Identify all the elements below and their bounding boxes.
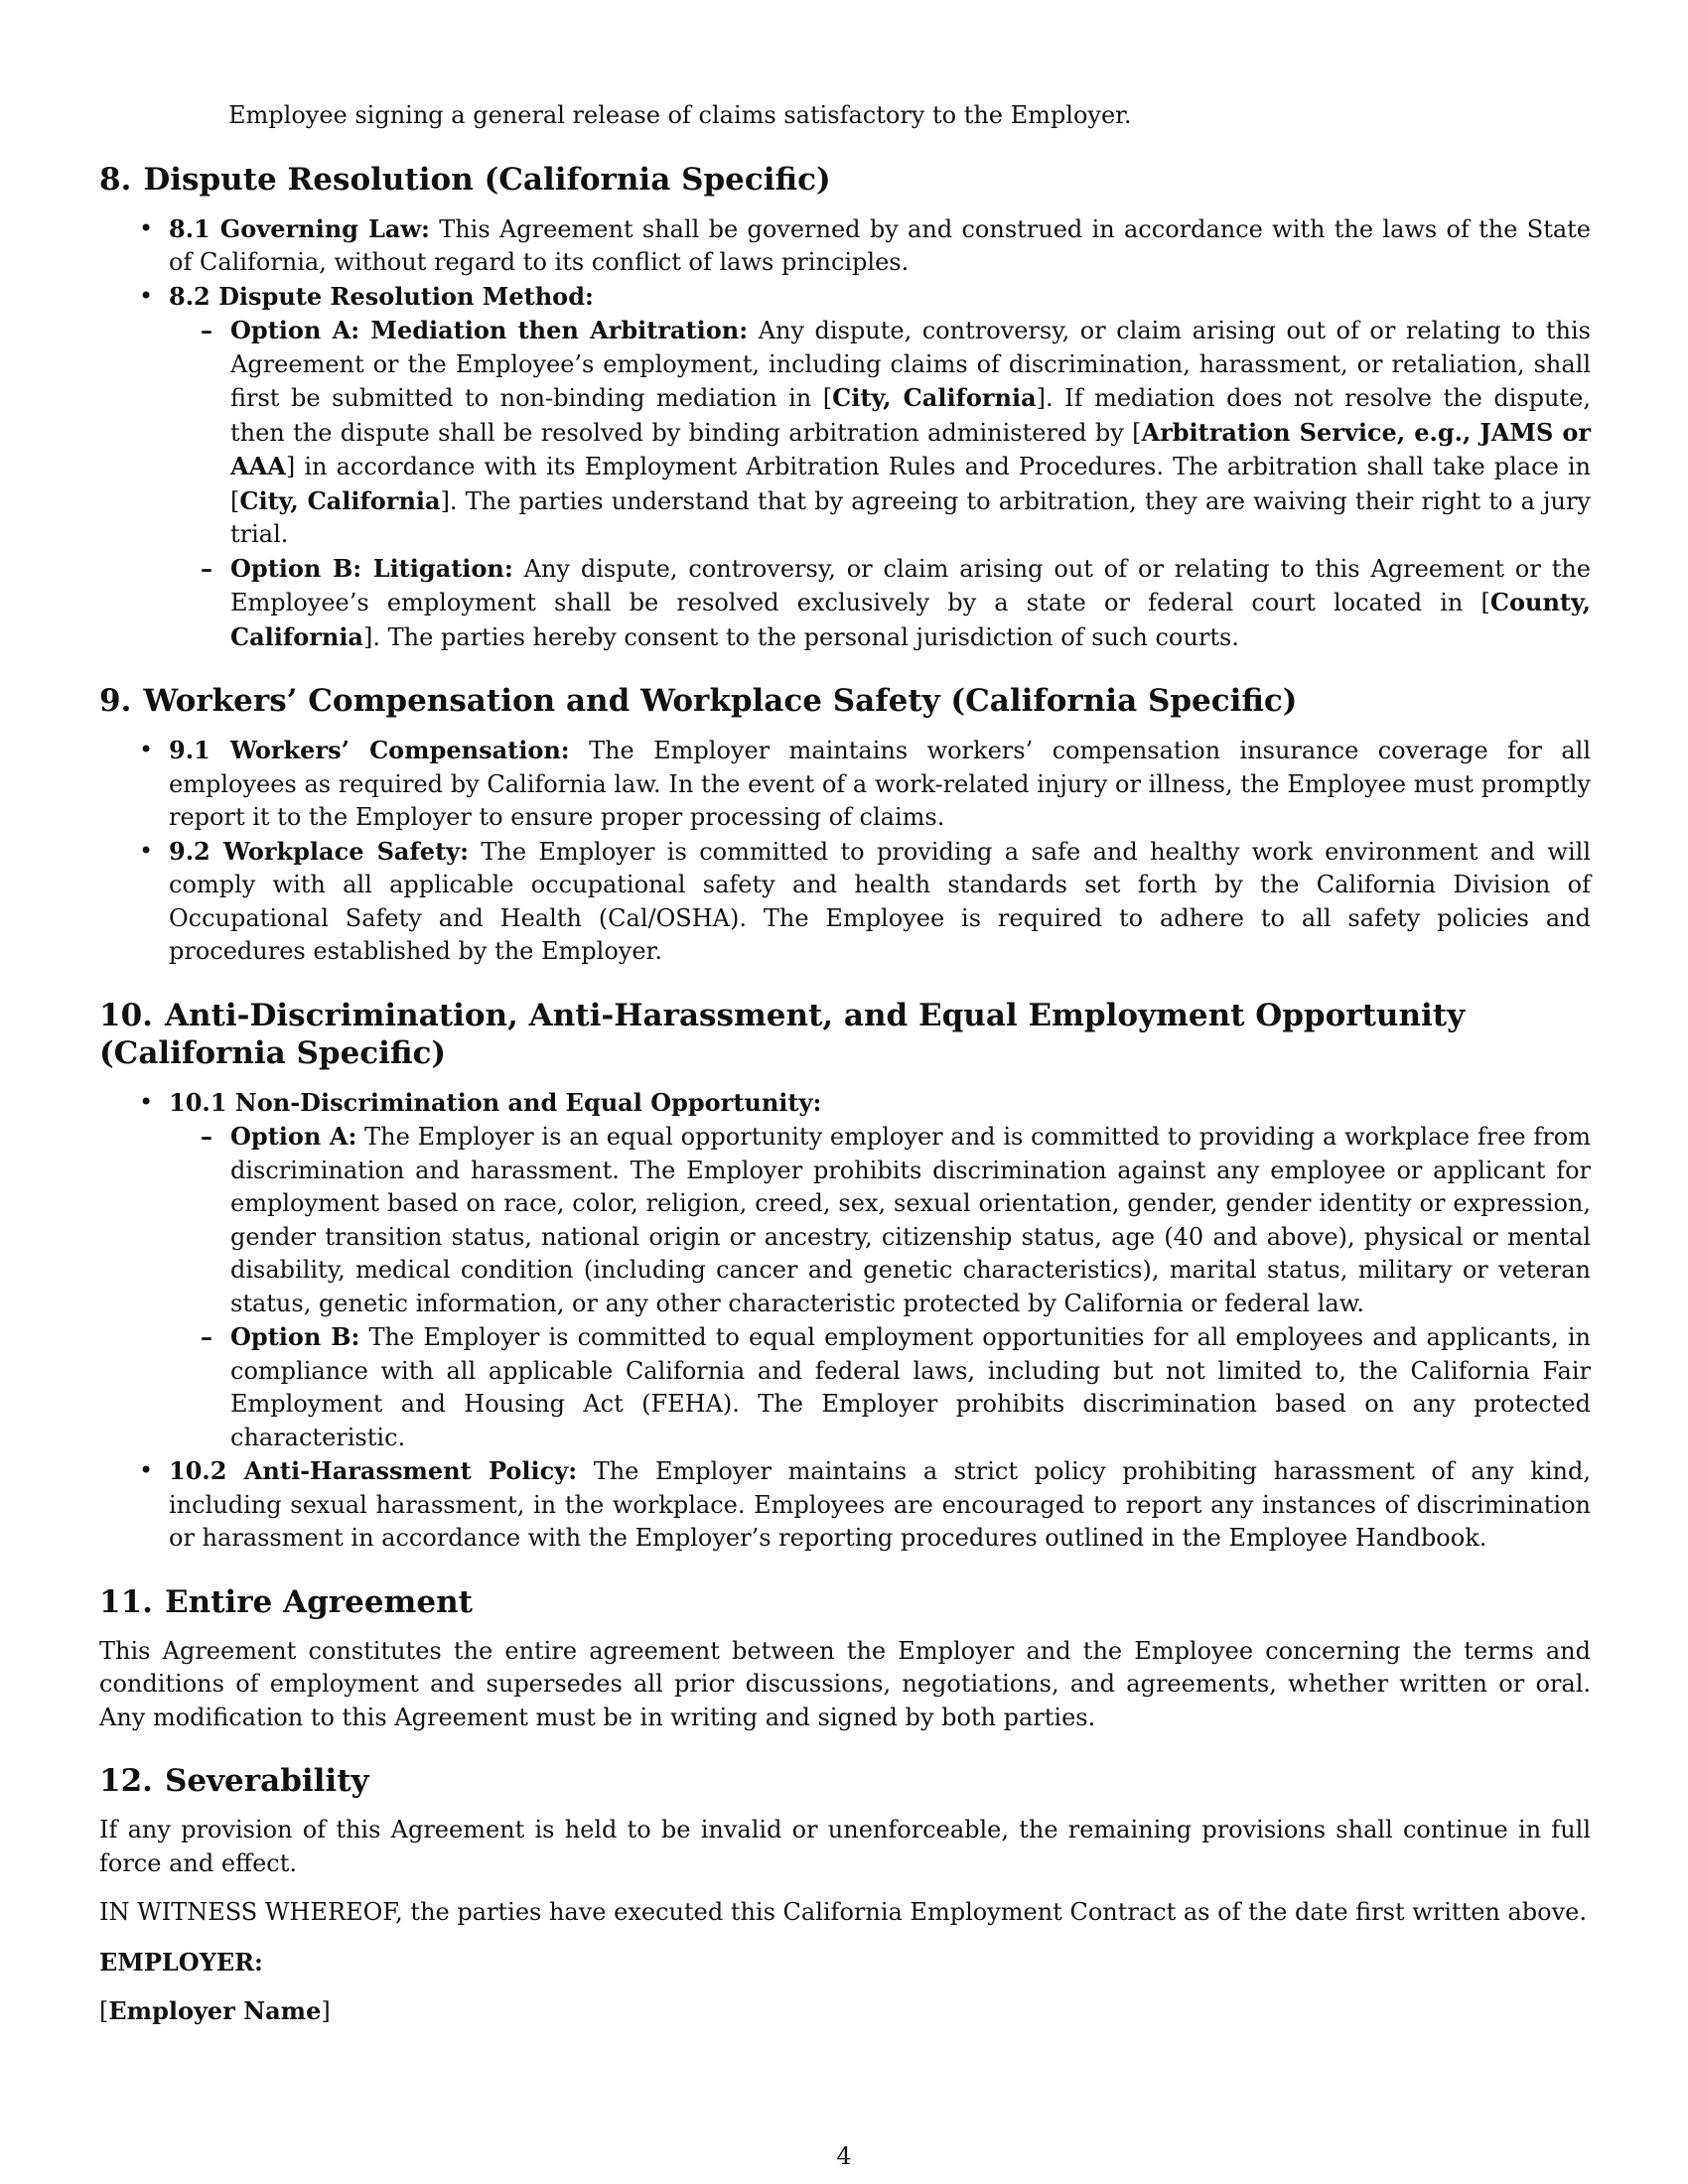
item-label: 9.2 Workplace Safety: [169, 836, 469, 866]
section-title: Workers’ Compensation and Workplace Safety (California Specific) [143, 683, 1298, 719]
section-11-text: This Agreement constitutes the entire agreement between the Employer and the Employee concerning the terms and conditions of employment and supersedes all prior discussions, negotiations, and agreements, whether written or oral. Any modification to this Agreement must be in writing and signed by both parties. [99, 1636, 1591, 1731]
option-text: ] in accordance with its Employment Arbitration Rules and Procedures. The arbitration shall take place in [ [230, 453, 1591, 515]
item-label: 10.2 Anti-Harassment Policy: [169, 1456, 578, 1485]
option-label: Option A: [230, 1122, 357, 1151]
item-label: 10.1 Non-Discrimination and Equal Opportunity: [169, 1087, 822, 1117]
item-text: The Employer is committed to providing a safe and healthy work environment and will comply with all applicable occupational safety and health standards set forth by the California Division of Occupational Safety and Health (Cal/OSHA). The Employee is required to adhere to all safety policies and procedures established by the Employer. [169, 837, 1591, 965]
options-list-10-1 [169, 1120, 1591, 1454]
section-number: 12. [99, 1763, 153, 1799]
section-number: 9. [99, 683, 132, 719]
document-page [99, 99, 1591, 2029]
list-item-8-1 [169, 212, 1591, 280]
section-11-heading [99, 1583, 1591, 1621]
option-label: Option A: Mediation then Arbitration: [230, 316, 749, 344]
bracket-close: ] [321, 1997, 331, 2025]
option-text: The Employer is committed to equal employment opportunities for all employees and applicants, in compliance with all applicable California and federal laws, including but not limited to, the California Fair Employment and Housing Act (FEHA). The Employer prohibits discrimination based on any protected characteristic. [230, 1323, 1591, 1451]
option-text: ]. The parties understand that by agreeing to arbitration, they are waiving their right to a jury trial. [230, 486, 1591, 548]
list-item-10-1 [169, 1086, 1591, 1455]
bracket-open: [ [99, 1997, 109, 2025]
list-item-9-2 [169, 835, 1591, 969]
option-a-mediation [230, 314, 1591, 552]
section-title: Dispute Resolution (California Specific) [143, 161, 831, 198]
witness-statement: IN WITNESS WHEREOF, the parties have executed this California Employment Contract as of the date first written above. [99, 1898, 1588, 1926]
option-b-litigation [230, 552, 1591, 655]
section-9-list [99, 734, 1591, 969]
section-number: 11. [99, 1583, 153, 1620]
option-b [230, 1320, 1591, 1454]
section-number: 8. [99, 161, 132, 198]
placeholder-city: City, California [239, 485, 441, 515]
item-label: 9.1 Workers’ Compensation: [169, 736, 570, 764]
carryover-text: Employee signing a general release of claims satisfactory to the Employer. [228, 101, 1132, 129]
section-title: Severability [164, 1763, 369, 1799]
employer-name: Employer Name [108, 1996, 322, 2025]
placeholder-arbitration-service: Arbitration Service, e.g., JAMS or AAA [230, 417, 1591, 480]
list-item-10-2 [169, 1454, 1591, 1556]
section-12-text: If any provision of this Agreement is held to be invalid or unenforceable, the remaining provisions shall continue in full force and effect. [99, 1816, 1591, 1877]
list-item-9-1 [169, 734, 1591, 835]
section-10-heading [99, 997, 1591, 1072]
item-label: 8.1 Governing Law: [169, 213, 430, 243]
section-title: Entire Agreement [164, 1583, 473, 1620]
item-label: 8.2 Dispute Resolution Method: [169, 281, 594, 311]
option-a [230, 1120, 1591, 1320]
option-text: ]. The parties hereby consent to the personal jurisdiction of such courts. [362, 622, 1239, 651]
item-text: This Agreement shall be governed by and construed in accordance with the laws of the State of California, without regard to its conflict of laws principles. [169, 214, 1591, 276]
section-10-list [99, 1086, 1591, 1556]
section-8-list [99, 212, 1591, 655]
option-label: Option B: Litigation: [230, 553, 513, 583]
employer-name-placeholder [99, 1994, 1591, 2029]
section-title: Anti-Discrimination, Anti-Harassment, and Equal Employment Opportunity (California Specific) [99, 997, 1466, 1071]
section-12-heading [99, 1762, 1591, 1800]
option-text: The Employer is an equal opportunity employer and is committed to providing a workplace free from discrimination and harassment. The Employer prohibits discrimination against any employee or applicant for employment based on race, color, religion, creed, sex, sexual orientation, gender, gender identity or expression, gender transition status, national origin or ancestry, citizenship status, age (40 and above), physical or mental disability, medical condition (including cancer and genetic characteristics), marital status, military or veteran status, genetic information, or any other characteristic protected by California or federal law. [230, 1123, 1591, 1317]
options-list-8-2 [169, 314, 1591, 654]
option-text: Any dispute, controversy, or claim arising out of or relating to this Agreement or the Employee’s employment, including claims of discrimination, harassment, or retaliation, shall first be submitted to non-binding mediation in [ [230, 317, 1591, 412]
option-text: ]. If mediation does not resolve the dispute, then the dispute shall be resolved by binding arbitration administered by [ [230, 384, 1591, 447]
option-label: Option B: [230, 1322, 360, 1351]
option-text: Any dispute, controversy, or claim arising out of or relating to this Agreement or the Employee’s employment shall be resolved exclusively by a state or federal court located in [ [230, 554, 1592, 616]
placeholder-county: County, California [230, 588, 1591, 651]
list-item-8-2 [169, 280, 1591, 655]
item-text: The Employer maintains workers’ compensation insurance coverage for all employees as required by California law. In the event of a work-related injury or illness, the Employee must promptly report it to the Employer to ensure proper processing of claims. [169, 737, 1592, 831]
section-9-heading [99, 682, 1591, 720]
section-number: 10. [99, 997, 153, 1033]
page-number: 4 [836, 2142, 852, 2170]
placeholder-city: City, California [832, 383, 1037, 412]
employer-label: EMPLOYER: [99, 1947, 263, 1977]
section-8-heading [99, 161, 1591, 199]
item-text: The Employer maintains a strict policy prohibiting harassment of any kind, including sexual harassment, in the workplace. Employees are encouraged to report any instances of discrimination or harassment in accordance with the Employer’s reporting procedures outlined in the Employee Handbook. [169, 1457, 1591, 1552]
